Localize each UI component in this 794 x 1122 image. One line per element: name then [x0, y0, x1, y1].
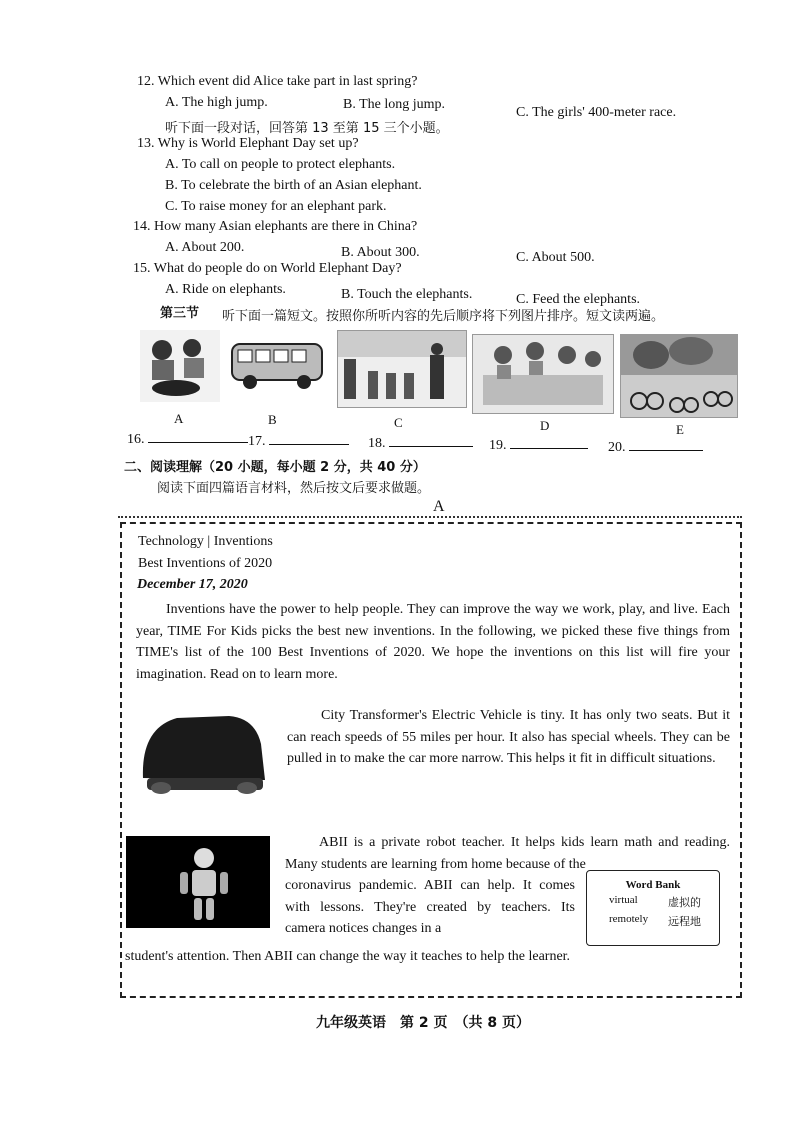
q14-option-b: B. About 300. — [341, 245, 420, 260]
section3-title: 第三节 — [160, 306, 200, 321]
answer-blank-20[interactable] — [608, 440, 703, 456]
q14-stem: 14. How many Asian elephants are there in China? — [133, 219, 418, 234]
robot-teacher-image — [126, 836, 270, 928]
word-bank-zh-1: 虚拟的 — [668, 897, 701, 909]
article-category: Technology | Inventions — [138, 534, 273, 549]
q14-option-c: C. About 500. — [516, 250, 595, 265]
reading-instruction: 阅读下面四篇语言材料，然后按文后要求做题。 — [157, 481, 431, 496]
instruction-13-15: 听下面一段对话，回答第 13 至第 15 三个小题。 — [165, 121, 449, 136]
q15-stem: 15. What do people do on World Elephant Day? — [133, 261, 402, 276]
answer-blank-18[interactable] — [368, 436, 473, 452]
blank-18-label: 18. — [368, 436, 386, 451]
picture-label-d: D — [540, 418, 550, 433]
passage-label: A — [433, 498, 445, 515]
article-date: December 17, 2020 — [137, 577, 248, 592]
q12-option-b: B. The long jump. — [343, 97, 446, 112]
answer-blank-19[interactable] — [489, 438, 588, 454]
paragraph-robot-top — [285, 832, 730, 875]
picture-a — [140, 330, 220, 402]
word-bank-zh-2: 远程地 — [668, 916, 701, 928]
picture-c — [337, 330, 467, 408]
word-bank-en-1: virtual — [609, 894, 638, 906]
q12-option-c: C. The girls' 400-meter race. — [516, 105, 677, 120]
blank-16-label: 16. — [127, 432, 145, 447]
q13-option-b: B. To celebrate the birth of an Asian elephant. — [165, 178, 422, 193]
q13-stem: 13. Why is World Elephant Day set up? — [137, 136, 359, 151]
blank-17-label: 17. — [248, 434, 266, 449]
paragraph-robot-bottom: student's attention. Then ABII can change the way it teaches to help the learner. — [125, 949, 571, 964]
article-headline: Best Inventions of 2020 — [138, 556, 273, 571]
answer-blank-17[interactable] — [248, 434, 349, 450]
picture-e — [620, 334, 738, 418]
q14-option-a: A. About 200. — [165, 240, 245, 255]
paragraph-intro: Inventions have the power to help people. They can improve the way we work, play, and live. Each year, TIME For Kids picks the best new inventions. In the following, we picked these five things from TIME's list of the 100 Best Inventions of 2020. We hope the inventions on this list will fire your imagination. Read on to learn more. — [136, 602, 730, 682]
q15-option-a: A. Ride on elephants. — [165, 282, 286, 297]
q12-stem: 12. Which event did Alice take part in last spring? — [137, 74, 418, 89]
picture-b — [228, 338, 326, 392]
page-footer: 九年级英语 第 2 页 （共 8 页） — [316, 1015, 530, 1031]
robot-text-narrow: coronavirus pandemic. ABII can help. It comes with lessons. They're created by teachers. Its camera notices changes in a — [285, 878, 575, 936]
picture-label-b: B — [268, 412, 277, 427]
paragraph-vehicle: City Transformer's Electric Vehicle is tiny. It has only two seats. But it can reach speeds of 55 miles per hour. It also has special wheels. They can be pulled in to make the car more narrow. This helps it fit in difficult situations. — [287, 708, 730, 766]
picture-label-e: E — [676, 422, 684, 437]
q15-option-b: B. Touch the elephants. — [341, 287, 473, 302]
word-bank-title: Word Bank — [625, 879, 681, 891]
picture-label-c: C — [394, 415, 403, 430]
picture-label-a: A — [174, 411, 184, 426]
reading-part-title: 二、阅读理解（20 小题，每小题 2 分，共 40 分） — [124, 460, 426, 475]
q12-option-a: A. The high jump. — [165, 95, 268, 110]
answer-blank-16[interactable] — [127, 432, 248, 448]
picture-d — [472, 334, 614, 414]
blank-20-label: 20. — [608, 440, 626, 455]
word-bank-en-2: remotely — [609, 913, 649, 925]
electric-vehicle-image — [137, 708, 267, 796]
q13-option-c: C. To raise money for an elephant park. — [165, 199, 387, 214]
section3-instruction: 听下面一篇短文。按照你所听内容的先后顺序将下列图片排序。短文读两遍。 — [222, 309, 665, 324]
robot-text-line1: ABII is a private robot teacher. It helps kids learn math and reading. Many students are learning from home because of the — [285, 835, 730, 872]
paragraph-robot-narrow — [285, 875, 575, 940]
word-bank-row-2 — [587, 910, 719, 929]
q13-option-a: A. To call on people to protect elephants. — [165, 157, 396, 172]
word-bank — [586, 870, 720, 946]
q15-option-c: C. Feed the elephants. — [516, 292, 641, 307]
blank-19-label: 19. — [489, 438, 507, 453]
word-bank-row-1 — [587, 891, 719, 910]
